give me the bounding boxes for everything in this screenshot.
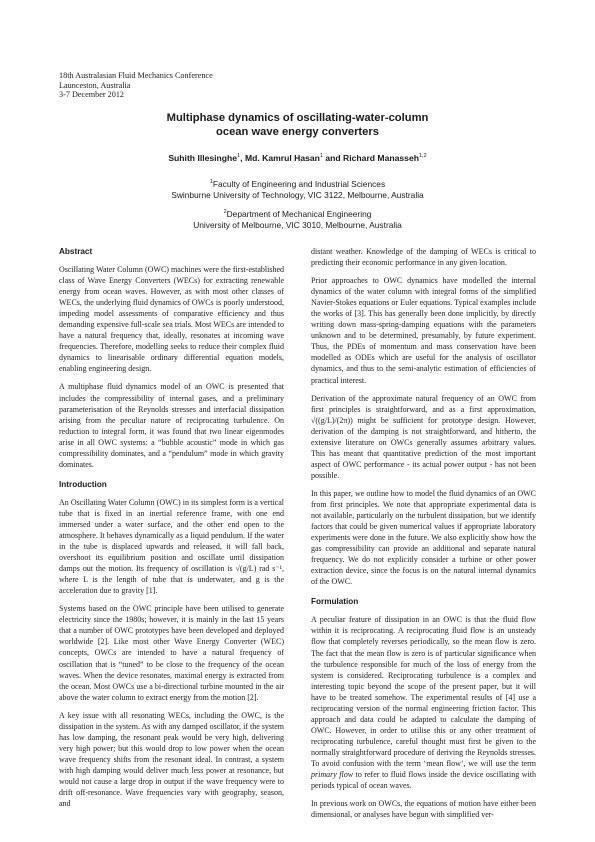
paragraph-text: Derivation of the approximate natural frequency of an OWC from first principles is straightforward, and as a first approximation, <box>311 393 536 414</box>
paragraph-text: , where L is the length of tube that is underwater, and g is the acceleration due to gravity [1]. <box>59 564 285 596</box>
inline-equation: √((g/L)/(2π)) <box>311 415 353 425</box>
introduction-paragraph: Systems based on the OWC principle have been utilised to generate electricity since the 1980s; however, it is mainly in the last 15 years that a number of OWC prototypes have been developed and deployed worldwide [2]. Like most other Wave Energy Converter (WEC) concepts, OWCs are intended to have a natural frequency of oscillation that is “tuned” to be close to the frequency of the ocean waves. When the device resonates, maximal energy is extracted from the ocean. Most OWCs use a bi-directional turbine mounted in the air above the water column to extract energy from the motion [2]. <box>59 604 284 702</box>
left-column <box>59 246 284 816</box>
author-name: Md. Kamrul Hasan <box>244 152 320 163</box>
inline-equation: √(g/L) rad s⁻¹ <box>235 564 283 574</box>
affiliation-department: Faculty of Engineering and Industrial Sciences <box>212 178 386 189</box>
affiliation-2 <box>60 207 535 231</box>
conference-name: 18th Australasian Fluid Mechanics Conference <box>59 71 213 80</box>
abstract-paragraph: Oscillating Water Column (OWC) machines were the first-established class of Wave Energy Converters (WECs) for extracting renewable energy from ocean waves. However, as with most other classes of WECs, the underlying fluid dynamics of OWCs is poorly understood, impeding model assessments of comparative efficiency and thus demanding expensive full-scale sea trials. Most WECs are intended to have a natural frequency that, ideally, resonates at incoming wave frequencies. Therefore, modelling seeks to reduce their complex fluid dynamics to linearisable ordinary differential equation models, enabling engineering design. <box>59 265 284 374</box>
emphasized-term: primary flow <box>311 770 354 780</box>
author-affiliation-mark: 1 <box>237 153 241 159</box>
conference-location: Launceston, Australia <box>59 80 131 90</box>
author-name: Suhith Illesinghe <box>168 152 238 163</box>
author-list <box>60 150 535 164</box>
introduction-paragraph: distant weather. Knowledge of the damping of WECs is critical to predicting their economic performance in any given location. <box>311 247 536 268</box>
paragraph-text: to refer to fluid flows inside the device oscillating with periods typical of ocean waves. <box>311 770 536 791</box>
formulation-paragraph: In previous work on OWCs, the equations of motion have either been dimensional, or analyses have begun with simplified ver- <box>311 799 536 820</box>
title-line-1: Multiphase dynamics of oscillating-water-column <box>166 112 429 124</box>
conference-dates: 3-7 December 2012 <box>59 90 125 100</box>
formulation-paragraph <box>311 614 536 791</box>
introduction-paragraph <box>311 393 536 481</box>
conference-info <box>59 71 319 100</box>
introduction-paragraph: Prior approaches to OWC dynamics have modelled the internal dynamics of the water column with integral forms of the simplified Navier-Stokes equations or Euler equations. Typical examples include the works of [3]. This has generally been done implicitly, by directly writing down mass-spring-damping equations with the parameters unknown and to be determined, presumably, by future experiment. Thus, the PDEs of momentum and mass conservation have been modelled as ODEs which are useful for the analysis of oscillator dynamics, and thus to the semi-analytic estimation of efficiencies of practical interest. <box>311 276 536 385</box>
author-name: Richard Manasseh <box>343 152 419 163</box>
title-line-2: ocean wave energy converters <box>216 126 379 138</box>
affiliation-department: Department of Mechanical Engineering <box>226 208 372 219</box>
author-affiliation-mark: 1,2 <box>419 153 427 159</box>
paper-title <box>60 111 535 139</box>
introduction-paragraph: A key issue with all resonating WECs, including the OWC, is the dissipation in the system. As with any damped oscillator, if the system has low damping, the resonant peak would be very high, delivering very high power; but this would drop to low power when the ocean wave frequency shifts from the resonant ideal. In contrast, a system with high damping would deliver much less power at resonance, but would not cause a large drop in output if the wave frequency were to drift off-resonance. Wave frequencies vary with geography, season, and <box>59 710 284 809</box>
paragraph-text: A peculiar feature of dissipation in an OWC is that the fluid flow within it is reciprocating. A reciprocating fluid flow is an unsteady flow that completely reverses periodically, so the mean flow is zero. The fact that the mean flow is zero is of particular significance when the turbulence responsible for much of the loss of energy from the system is considered. Reciprocating turbulence is a complex and interesting topic beyond the scope of the present paper, but it will have to be treated somehow. The experimental results of [4] use a reciprocating version of the normal engineering friction factor. This approach and data could be adapted to calculate the damping of OWC. However, in order to utilise this or any other treatment of reciprocating turbulence, careful thought must first be given to the normally straightforward procedure of deriving the Reynolds stresses. To avoid confusion with the term ‘mean flow’, we will use the term <box>311 615 536 768</box>
affiliation-mark: 1 <box>209 179 213 185</box>
introduction-paragraph: In this paper, we outline how to model the fluid dynamics of an OWC from first principles. We note that appropriate experimental data is not available, particularly on the turbulent dissipation, but we identify factors that could be given numerical values if appropriate laboratory experiments were done in the future. We also explicitly show how the gas compressibility can provide an additional and separate natural frequency. We do not explicitly consider a turbine or other power extraction device, since the focus is on the natural internal dynamics of the OWC. <box>311 488 536 587</box>
author-separator: and <box>322 152 344 163</box>
affiliation-institution: Swinburne University of Technology, VIC 3122, Melbourne, Australia <box>171 189 424 200</box>
right-column <box>311 246 536 827</box>
paragraph-text: An Oscillating Water Column (OWC) in its simplest form is a vertical tube that is fixed in an inertial reference frame, with one end immersed under a water surface, and the other end open to the atmosphere. It behaves dynamically as a liquid pendulum. If the water in the tube is displaced upwards and released, it will fall back, overshoot its equilibrium position and oscillate until dissipation damps out the motion. Its frequency of oscillation is <box>59 497 284 574</box>
abstract-paragraph: A multiphase fluid dynamics model of an OWC is presented that includes the compressibility of internal gases, and a preliminary parameterisation of the Reynolds stresses and interfacial dissipation arising from the peculiar nature of reciprocating turbulence. On reduction to integral form, it was found that two linear eigenmodes arise in all OWC systems: a “bubble acoustic” mode in which gas compressibility dominates, and a “pendulum” mode in which gravity dominates. <box>59 382 284 469</box>
author-affiliation-mark: 1 <box>319 153 323 159</box>
introduction-paragraph <box>59 497 284 596</box>
introduction-heading: Introduction <box>59 479 107 489</box>
abstract-heading: Abstract <box>59 247 93 256</box>
affiliation-institution: University of Melbourne, VIC 3010, Melbourne, Australia <box>193 219 402 230</box>
affiliation-mark: 2 <box>223 209 227 215</box>
paragraph-text: might be sufficient for prototype design. However, derivation of the damping is not straightforward, and hitherto, the extensive literature on OWCs generally assumes arbitrary values. This has meant that quantitative prediction of the most important aspect of OWC performance - its actual power output - has not been possible. <box>311 415 536 480</box>
affiliation-1 <box>60 177 535 201</box>
formulation-heading: Formulation <box>311 597 359 607</box>
author-separator: , <box>240 152 245 163</box>
